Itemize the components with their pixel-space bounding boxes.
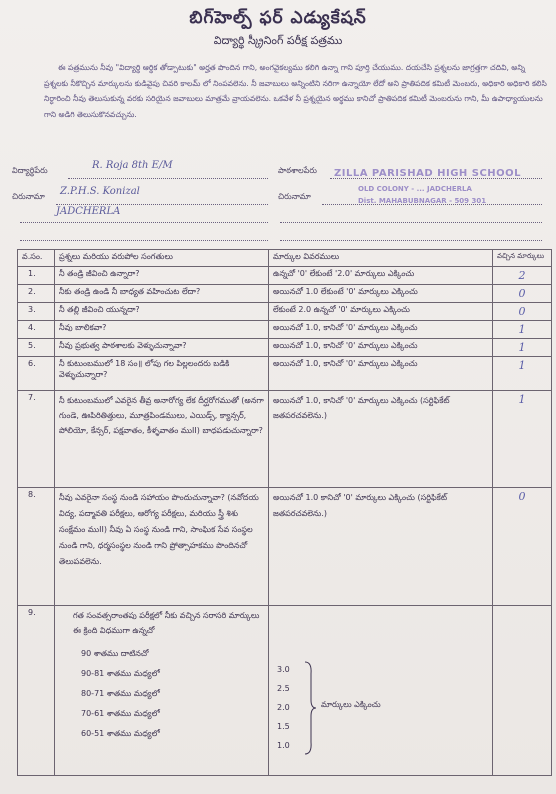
row-marks-obtained: 0 — [493, 303, 552, 321]
page-subtitle: విద్యార్థి స్క్రీనింగ్ పరీక్ష పత్రము — [213, 34, 343, 47]
grade-score-block — [273, 660, 488, 760]
address-value-2: JADCHERLA — [56, 206, 121, 217]
table-row — [18, 285, 552, 303]
row-marks-obtained: 0 — [493, 488, 552, 606]
table-row — [18, 339, 552, 357]
address-line-3 — [20, 240, 268, 241]
grade-label: 70-61 శాతము మధ్యలో — [81, 709, 160, 718]
stamp-line-2: OLD COLONY - ... JADCHERLA — [358, 185, 472, 193]
row-number: 4. — [18, 321, 55, 339]
brace-icon — [303, 660, 317, 756]
row-marks-info: అయినచో 1.0, కానిచో '0' మార్కులు ఎక్కించు — [269, 357, 493, 391]
stamp-line-1: ZILLA PARISHAD HIGH SCHOOL — [334, 168, 522, 179]
grade-score: 2.0 — [277, 703, 290, 712]
school-stamp — [334, 168, 534, 214]
row-question: నీ కుటుంబములో 18 సం॥ లోపు గల పిల్లలందరు బడికి వెళ్ళుచున్నారా? — [55, 357, 269, 391]
grade-label: 80-71 శాతము మధ్యలో — [81, 689, 160, 698]
row-question: నీకు తండ్రి ఉండి నీ బాధ్యత వహించుట లేదా? — [55, 285, 269, 303]
grade-scores — [277, 660, 290, 755]
row-question: నీవు బాలికవా? — [55, 321, 269, 339]
row-marks-info: అయినచో 1.0, కానిచో '0' మార్కులు ఎక్కించు — [269, 321, 493, 339]
table-row — [18, 391, 552, 488]
student-name-line — [68, 178, 268, 179]
school-name-label: పాఠశాలపేరు — [278, 166, 317, 175]
row-question: నీ తల్లి జీవించి యున్నదా? — [55, 303, 269, 321]
row-question: నీవు ప్రభుత్వ పాఠశాలకు వెళ్ళుచున్నావా? — [55, 339, 269, 357]
row-number: 1. — [18, 267, 55, 285]
row-marks-obtained: 0 — [493, 285, 552, 303]
address-value-1: Z.P.H.S. Konizal — [60, 186, 140, 197]
header-question: ప్రశ్నలు మరియు వరుపోల సంగతులు — [55, 250, 269, 267]
table-row — [18, 357, 552, 391]
row-marks-info: అయినచో 1.0, కానిచో '0' మార్కులు ఎక్కించు — [269, 339, 493, 357]
row-number: 3. — [18, 303, 55, 321]
table-row — [18, 321, 552, 339]
row-marks-obtained: 1 — [493, 321, 552, 339]
row-question: నీ తండ్రి జీవించి ఉన్నారా? — [55, 267, 269, 285]
row-marks-info: ఉన్నచో '0' లేకుంటే '2.0' మార్కులు ఎక్కించు — [269, 267, 493, 285]
row-marks-obtained — [493, 606, 552, 776]
address2-line-2 — [280, 222, 542, 223]
grade-label: 90-81 శాతము మధ్యలో — [81, 669, 160, 678]
student-name-label: విద్యార్థిపేరు — [12, 166, 48, 175]
row-marks-obtained: 1 — [493, 357, 552, 391]
grade-list — [59, 644, 264, 744]
row-number: 6. — [18, 357, 55, 391]
header-marks-obtained: వచ్చిన మార్కులు — [493, 250, 552, 267]
header-marks-info: మార్కుల వివరములు — [269, 250, 493, 267]
grade-score: 2.5 — [277, 684, 290, 693]
row-marks-info: అయినచో 1.0, కానిచో '0' మార్కులు ఎక్కించు (సర్టిఫికేట్ జతపరచవలెను.) — [269, 391, 493, 488]
row-number: 9. — [18, 606, 55, 776]
row-question: నీ కుటుంబములో ఎవరైన తీవ్ర అనారోగ్య లేక దీర్ఘరోగముతో (అనగా గుండె, ఊపిరితిత్తులు, మూత్రపిండములు, ఎయిడ్స్, క్యాన్సర్, పోలియో, కేన్సర్, పక్షవాతం, కీళ్ళవాతం ముII) బాధపడుచున్నారా? — [55, 391, 269, 488]
table-row — [18, 606, 552, 776]
row-marks-info: అయినచో 1.0 లేకుంటే '0' మార్కులు ఎక్కించు — [269, 285, 493, 303]
address2-line-3 — [280, 240, 542, 241]
grade-label: 60-51 శాతము మధ్యలో — [81, 729, 160, 738]
address-line-1 — [56, 204, 268, 205]
row-number: 8. — [18, 488, 55, 606]
row-marks-info: లేకుంటే 2.0 ఉన్నచో '0' మార్కులు ఎక్కించు — [269, 303, 493, 321]
student-name-value: R. Roja 8th E/M — [92, 160, 173, 171]
screening-table — [17, 249, 552, 776]
table-row — [18, 303, 552, 321]
row-question: గత సంవత్సరాంతపు పరీక్షలో నీకు వచ్చిన సరాసరి మార్కులు ఈ క్రింది విధముగా ఉన్నచో — [73, 611, 260, 635]
row-marks-obtained: 1 — [493, 339, 552, 357]
row-question: నీవు ఎవరైనా సంస్థ నుండి సహాయం పొందుచున్నావా? (నవోదయ విద్య, పద్మావతి పరీక్షలు, ఆరోగ్య పరీక్షలు, మరియు స్త్రీ శిశు సంక్షేమం ముII) నీవు ఏ సంస్థ నుండి గాని, సాంఘిక సేవ సంస్థల నుండి గాని, ధర్మసంస్థల నుండి గాని ప్రోత్సాహకము పొందినచో తెలుపవలెను. — [55, 488, 269, 606]
grade-score: 1.0 — [277, 741, 290, 750]
instructions-paragraph: ఈ పత్రమును నీవు "విద్యార్థి ఆర్థిక తోడ్పాటుకు" అర్హత పొందిన గాని, అంగవైకల్యము కలిగి ఉన్నా గాని పూర్తి చేయుము. దయచేసి ప్రశ్నలను జాగ్రత్తగా చదివి, అన్ని ప్రశ్నలకు నీకొచ్చిన మార్కులను కుడివైపు చివరి కాలమ్ లో నింపవలెను. నీ జవాబులు అన్నింటిని నరిగా ఉన్నాయో లేదో అని ప్రాతిపదిక కమిటీ మెంబరు, అధికారి అధికారి కలిసి నిర్ధారించి నీవు తెలుసుకున్న వరకు సరియైన జవాబులు మాత్రమే వ్రాయవలెను. ఒకవేళ నీ ప్రశ్నయైన అర్థము కానిచో ప్రాతిపదిక కమిటీ మెంబరును గాని, మీ ఉపాధ్యాయులను గాని అడిగి తెలుసుకొనవచ్చును. — [44, 63, 547, 119]
row-number: 2. — [18, 285, 55, 303]
stamp-line-3: Dist. MAHABUBNAGAR - 509 301 — [358, 197, 487, 205]
grade-score: 3.0 — [277, 665, 290, 674]
address-line-2 — [20, 222, 268, 223]
grade-score: 1.5 — [277, 722, 290, 731]
page-title: బిగ్‌హెల్ప్ ఫర్ ఎడ్యుకేషన్ — [189, 8, 367, 28]
grade-note: మార్కులు ఎక్కించు — [321, 700, 381, 709]
grade-scores-cell — [269, 606, 493, 776]
row-marks-info: అయినచో 1.0 కానిచో '0' మార్కులు ఎక్కించు (సర్టిఫికేట్ జతపరచవలెను.) — [269, 488, 493, 606]
table-row — [18, 267, 552, 285]
table-row — [18, 488, 552, 606]
row-number: 5. — [18, 339, 55, 357]
address2-label: చిరునామా — [278, 192, 311, 201]
row-marks-obtained: 1 — [493, 391, 552, 488]
address-label: చిరునామా — [12, 192, 45, 201]
row-number: 7. — [18, 391, 55, 488]
header-sno: వ.సం. — [18, 250, 55, 267]
row-marks-obtained: 2 — [493, 267, 552, 285]
table-header-row — [18, 250, 552, 267]
grade-label: 90 శాతము దాటినచో — [81, 649, 149, 658]
